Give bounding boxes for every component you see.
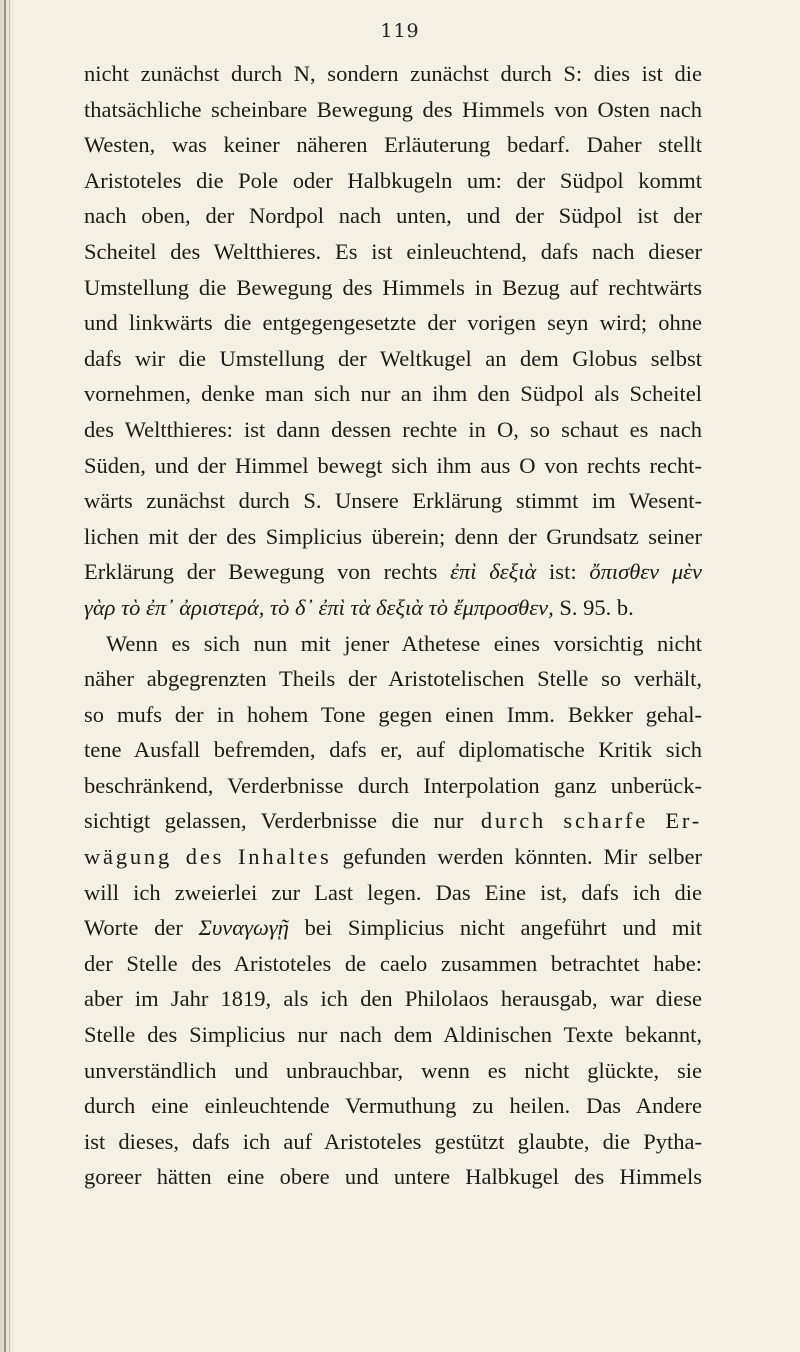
text-line: aber im Jahr 1819, als ich den Philolaos herausgab, war diese xyxy=(84,986,702,1012)
text-segment: ist: xyxy=(536,559,590,585)
text-line: Scheitel des Weltthieres. Es ist einleuchtend, dafs nach dieser xyxy=(84,238,702,264)
text-segment: Erklärung der Bewegung von rechts xyxy=(84,559,451,585)
text-line-greek-quote xyxy=(84,554,702,590)
text-line: durch eine einleuchtende Vermuthung zu heilen. Das Andere xyxy=(84,1093,702,1119)
text-line: will ich zweierlei zur Last legen. Das Eine ist, dafs ich die xyxy=(84,879,702,905)
text-line xyxy=(84,803,702,839)
greek-phrase: γὰρ τὸ ἐπ᾽ ἀριστερά, τὸ δ᾽ ἐπὶ τὰ δεξιὰ τὸ ἔμπροσθεν, xyxy=(84,594,554,620)
text-line: der Stelle des Aristoteles de caelo zusammen betrachtet habe: xyxy=(84,950,702,976)
greek-phrase: ὄπισθεν μὲν xyxy=(589,559,702,585)
text-line: Süden, und der Himmel bewegt sich ihm aus O von rechts recht- xyxy=(84,452,702,478)
text-line: nicht zunächst durch N, sondern zunächst durch S: dies ist die xyxy=(84,61,702,86)
text-line: Aristoteles die Pole oder Halbkugeln um: der Südpol kommt xyxy=(84,167,702,193)
text-segment: S. 95. b. xyxy=(553,594,634,620)
text-line: ist dieses, dafs ich auf Aristoteles gestützt glaubte, die Pytha- xyxy=(84,1128,702,1154)
text-segment: bei Simplicius nicht angeführt und mit xyxy=(288,915,702,941)
greek-phrase: Συναγωγῇ xyxy=(198,915,289,941)
text-line: Stelle des Simplicius nur nach dem Aldinischen Texte bekannt, xyxy=(84,1022,702,1048)
text-line: thatsächliche scheinbare Bewegung des Himmels von Osten nach xyxy=(84,96,702,122)
text-line: und linkwärts die entgegengesetzte der vorigen seyn wird; ohne xyxy=(84,310,702,336)
text-line: vornehmen, denke man sich nur an ihm den Südpol als Scheitel xyxy=(84,381,702,407)
text-line: dafs wir die Umstellung der Weltkugel an dem Globus selbst xyxy=(84,345,702,371)
spaced-emphasis: wägung des Inhaltes xyxy=(84,844,332,870)
greek-phrase: ἐπὶ δεξιὰ xyxy=(450,559,537,585)
text-line: näher abgegrenzten Theils der Aristotelischen Stelle so verhält, xyxy=(84,666,702,692)
text-line: goreer hätten eine obere und untere Halbkugel des Himmels xyxy=(84,1164,702,1190)
text-line: so mufs der in hohem Tone gegen einen Imm. Bekker gehal- xyxy=(84,701,702,727)
text-line: Umstellung die Bewegung des Himmels in Bezug auf rechtwärts xyxy=(84,274,702,300)
text-line: Westen, was keiner näheren Erläuterung bedarf. Daher stellt xyxy=(84,132,702,158)
text-line: lichen mit der des Simplicius überein; denn der Grundsatz seiner xyxy=(84,523,702,549)
text-segment: gefunden werden könnten. Mir selber xyxy=(331,844,702,870)
text-line-paragraph-start: Wenn es sich nun mit jener Athetese eines vorsichtig nicht xyxy=(106,630,702,656)
text-line: tene Ausfall befremden, dafs er, auf diplomatische Kritik sich xyxy=(84,737,702,763)
text-segment: sichtigt gelassen, Verderbnisse die nur xyxy=(84,808,464,834)
text-line: beschränkend, Verderbnisse durch Interpolation ganz unberück- xyxy=(84,772,702,798)
text-line: nach oben, der Nordpol nach unten, und der Südpol ist der xyxy=(84,203,702,229)
body-text xyxy=(84,56,702,1195)
text-line xyxy=(84,910,702,946)
text-segment: Worte der xyxy=(84,915,199,941)
page-number: 119 xyxy=(380,20,420,42)
text-line: unverständlich und unbrauchbar, wenn es nicht glückte, sie xyxy=(84,1057,702,1083)
text-line: wärts zunächst durch S. Unsere Erklärung stimmt im Wesent- xyxy=(84,488,702,514)
text-line-greek-quote xyxy=(84,590,702,626)
binding-edge xyxy=(0,0,16,1352)
spaced-emphasis: durch scharfe Er- xyxy=(463,808,702,834)
text-line xyxy=(84,839,702,875)
text-line: des Weltthieres: ist dann dessen rechte in O, so schaut es nach xyxy=(84,416,702,442)
